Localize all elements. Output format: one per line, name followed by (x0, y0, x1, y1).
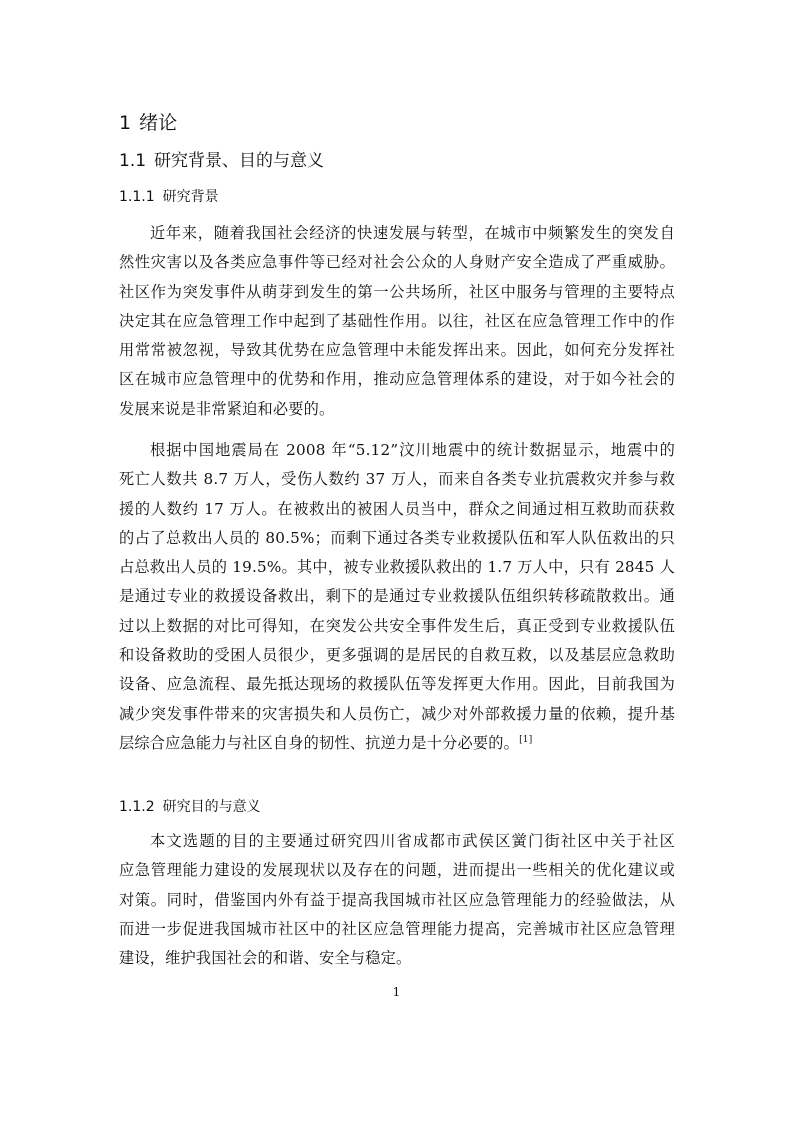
paragraph-line: 本文选题的目的主要通过研究四川省成都市武侯区黉门街社区中关于社区 (150, 832, 675, 850)
subsection-heading-background (119, 186, 219, 206)
chapter-number: 1 (119, 112, 132, 134)
paragraph-line: 建设，维护我国社会的和谐、安全与稳定。 (119, 949, 412, 968)
paragraph-line: 用常常被忽视，导致其优势在应急管理中未能发挥出来。因此，如何充分发挥社 (119, 341, 675, 360)
paragraph-line: 减少突发事件带来的灾害损失和人员伤亡，减少对外部救援力量的依赖，提升基 (119, 704, 675, 723)
paragraph-line: 社区作为突发事件从萌芽到发生的第一公共场所，社区中服务与管理的主要特点 (119, 282, 675, 301)
paragraph-line: 的占了总救出人员的 80.5%；而剩下通过各类专业救援队伍和军人队伍救出的只 (119, 528, 675, 547)
paragraph-line: 死亡人数共 8.7 万人，受伤人数约 37 万人，而来自各类专业抗震救灾并参与救 (119, 470, 675, 489)
subsection-heading-purpose (119, 796, 261, 816)
paragraph-line: 占总救出人员的 19.5%。其中，被专业救援队救出的 1.7 万人中，只有 2845 人 (119, 558, 675, 577)
section-heading (119, 146, 324, 171)
paragraph-background-intro (119, 219, 675, 424)
paragraph-line: 发展来说是非常紧迫和必要的。 (119, 399, 335, 418)
paragraph-line: 援的人数约 17 万人。在被救出的被困人员当中，群众之间通过相互救助而获救 (119, 499, 675, 518)
subsection-title: 研究背景 (162, 189, 219, 205)
paragraph-line: 近年来，随着我国社会经济的快速发展与转型，在城市中频繁发生的突发自 (150, 224, 675, 242)
subsection-title: 研究目的与意义 (162, 799, 261, 815)
paragraph-line: 根据中国地震局在 2008 年“5.12”汶川地震中的统计数据显示，地震中的 (150, 441, 675, 459)
paragraph-line: 和设备救助的受困人员很少，更多强调的是居民的自救互救，以及基层应急救助 (119, 646, 675, 665)
paragraph-line: 然性灾害以及各类应急事件等已经对社会公众的人身财产安全造成了严重威胁。 (119, 253, 675, 272)
citation-marker[interactable]: [1] (519, 734, 533, 745)
paragraph-line: 过以上数据的对比可得知，在突发公共安全事件发生后，真正受到专业救援队伍 (119, 616, 675, 635)
paragraph-last-line (119, 729, 675, 758)
paragraph-line: 对策。同时，借鉴国内外有益于提高我国城市社区应急管理能力的经验做法，从 (119, 890, 675, 909)
subsection-number: 1.1.2 (119, 799, 155, 815)
paragraph-line: 是通过专业的救援设备救出，剩下的是通过专业救援队伍组织转移疏散救出。通 (119, 587, 675, 606)
subsection-number: 1.1.1 (119, 189, 155, 205)
section-number: 1.1 (119, 151, 147, 171)
paragraph-line: 应急管理能力建设的发展现状以及存在的问题，进而提出一些相关的优化建议或 (119, 861, 675, 880)
paragraph-line: 而进一步促进我国城市社区中的社区应急管理能力提高，完善城市社区应急管理 (119, 919, 675, 938)
page-number: 1 (392, 985, 401, 999)
paragraph-line-text: 层综合应急能力与社区自身的韧性、抗逆力是十分必要的。 (119, 733, 520, 752)
chapter-heading (119, 108, 177, 135)
chapter-title: 绪论 (139, 112, 178, 134)
paragraph-line: 决定其在应急管理工作中起到了基础性作用。以往，社区在应急管理工作中的作 (119, 311, 675, 330)
paragraph-earthquake-data (119, 436, 675, 758)
paragraph-line: 设备、应急流程、最先抵达现场的救援队伍等发挥更大作用。因此，目前我国为 (119, 675, 675, 694)
section-title: 研究背景、目的与意义 (154, 151, 325, 171)
paragraph-line: 区在城市应急管理中的优势和作用，推动应急管理体系的建设，对于如今社会的 (119, 370, 675, 389)
paragraph-purpose (119, 827, 675, 973)
